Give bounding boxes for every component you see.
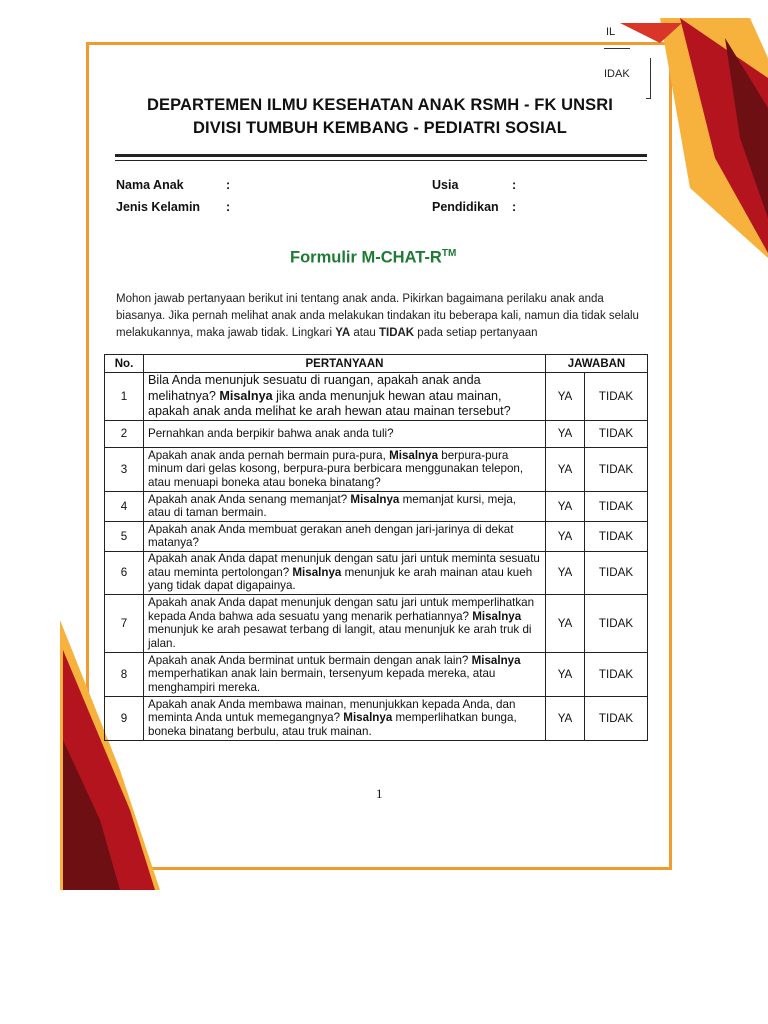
- table-row: [105, 373, 648, 421]
- trademark-mark: TM: [441, 248, 457, 259]
- jenis-kelamin-label: Jenis Kelamin: [116, 200, 201, 214]
- question-part: Apakah anak Anda dapat menunjuk dengan satu jari untuk memperlihatkan kepada Anda bahwa ada sesuatu yang menarik perhatiannya?: [148, 596, 535, 623]
- question-part: memanjat kursi, meja, atau di taman bermain.: [148, 492, 517, 519]
- table-row: [105, 420, 648, 447]
- answer-ya[interactable]: YA: [546, 551, 585, 594]
- row-number: 7: [105, 594, 144, 652]
- department-title: DEPARTEMEN ILMU KESEHATAN ANAK RSMH - FK UNSRI: [147, 96, 613, 114]
- instructions-atau: atau: [350, 327, 379, 339]
- row-number: 2: [105, 420, 144, 447]
- header-no: No.: [105, 355, 144, 373]
- table-row: [105, 447, 648, 491]
- question-part: menunjuk ke arah pesawat terbang di langit, atau menunjuk ke arah truk di jalan.: [148, 623, 532, 650]
- row-number: 5: [105, 521, 144, 551]
- answer-tidak[interactable]: TIDAK: [585, 373, 648, 421]
- example-keyword: Misalnya: [343, 711, 393, 725]
- question-text: [144, 491, 546, 521]
- question-part: Apakah anak anda pernah bermain pura-pura,: [148, 448, 390, 462]
- question-part: Apakah anak Anda membuat gerakan aneh dengan jari-jarinya di dekat matanya?: [148, 522, 514, 549]
- answer-tidak[interactable]: TIDAK: [585, 696, 648, 740]
- instructions-tidak: TIDAK: [378, 327, 415, 339]
- corner-text-tidak: IDAK: [604, 68, 630, 80]
- answer-ya[interactable]: YA: [546, 594, 585, 652]
- question-part: Apakah anak Anda dapat menunjuk dengan satu jari untuk meminta sesuatu atau meminta pertolongan?: [148, 552, 540, 579]
- answer-ya[interactable]: YA: [546, 420, 585, 447]
- table-row: [105, 696, 648, 740]
- table-row: [105, 491, 648, 521]
- row-number: 1: [105, 373, 144, 421]
- question-part: memperhatikan anak lain bermain, tersenyum kepada mereka, atau menghampiri mereka.: [148, 667, 496, 694]
- pendidikan-colon: :: [512, 200, 517, 214]
- answer-tidak[interactable]: TIDAK: [585, 521, 648, 551]
- example-keyword: Misalnya: [471, 653, 521, 667]
- answer-ya[interactable]: YA: [546, 491, 585, 521]
- question-part: Pernahkan anda berpikir bahwa anak anda tuli?: [148, 426, 394, 440]
- question-part: Apakah anak Anda membawa mainan, menunjukkan kepada Anda, dan meminta Anda untuk memegangnya?: [148, 697, 516, 725]
- question-part: Apakah anak Anda senang memanjat?: [148, 492, 351, 506]
- row-number: 6: [105, 551, 144, 594]
- form-title: [290, 248, 456, 268]
- division-title: DIVISI TUMBUH KEMBANG - PEDIATRI SOSIAL: [193, 119, 567, 137]
- header-jawaban: JAWABAN: [546, 355, 648, 373]
- row-number: 8: [105, 652, 144, 696]
- pendidikan-label: Pendidikan: [432, 200, 499, 214]
- answer-ya[interactable]: YA: [546, 652, 585, 696]
- corner-text-top: IL: [606, 26, 616, 38]
- table-row: [105, 521, 648, 551]
- question-part: Bila Anda menunjuk sesuatu di ruangan, apakah anak anda melihatnya?: [148, 373, 481, 403]
- answer-ya[interactable]: YA: [546, 521, 585, 551]
- header-rule-thick: [115, 154, 647, 157]
- questions-table: [104, 354, 648, 741]
- example-keyword: Misalnya: [292, 565, 342, 579]
- row-number: 9: [105, 696, 144, 740]
- corner-ornament-top-right: [620, 18, 768, 258]
- nama-anak-label: Nama Anak: [116, 178, 184, 192]
- nama-anak-colon: :: [226, 178, 231, 192]
- row-number: 3: [105, 447, 144, 491]
- corner-divider: [604, 48, 630, 49]
- answer-tidak[interactable]: TIDAK: [585, 652, 648, 696]
- table-row: [105, 652, 648, 696]
- instructions-ya: YA: [335, 327, 351, 339]
- answer-ya[interactable]: YA: [546, 696, 585, 740]
- answer-tidak[interactable]: TIDAK: [585, 551, 648, 594]
- form-title-text: Formulir M-CHAT-R: [290, 248, 442, 267]
- answer-tidak[interactable]: TIDAK: [585, 491, 648, 521]
- answer-tidak[interactable]: TIDAK: [585, 447, 648, 491]
- answer-tidak[interactable]: TIDAK: [585, 420, 648, 447]
- question-part: menunjuk ke arah mainan atau kueh yang tidak dapat digapainya.: [148, 565, 533, 593]
- answer-tidak[interactable]: TIDAK: [585, 594, 648, 652]
- row-number: 4: [105, 491, 144, 521]
- question-part: Apakah anak Anda berminat untuk bermain dengan anak lain?: [148, 653, 472, 667]
- answer-ya[interactable]: YA: [546, 373, 585, 421]
- instructions-paragraph: [116, 291, 648, 342]
- example-keyword: Misalnya: [219, 388, 273, 403]
- example-keyword: Misalnya: [350, 492, 400, 506]
- question-text: [144, 420, 546, 447]
- question-part: memperlihatkan bunga, boneka binatang berbulu, atau truk mainan.: [148, 711, 517, 738]
- corner-bracket: [646, 58, 651, 99]
- instructions-text: Mohon jawab pertanyaan berikut ini tentang anak anda. Pikirkan bagaimana perilaku anak anda biasanya. Jika pernah melihat anak anda melakukan tindakan itu beberapa kali, namun dia tidak selalu melakukannya, maka jawab tidak. Lingkari: [116, 293, 639, 339]
- question-text: [144, 373, 546, 421]
- usia-label: Usia: [432, 178, 459, 192]
- question-text: [144, 594, 546, 652]
- question-part: jika anda menunjuk hewan atau mainan, apakah anak anda melihat ke arah hewan atau mainan tersebut?: [148, 388, 511, 418]
- example-keyword: Misalnya: [389, 448, 439, 462]
- question-part: berpura-pura minum dari gelas kosong, berpura-pura berbicara menggunakan telepon, atau menuapi boneka atau boneka binatang?: [148, 448, 524, 489]
- jenis-kelamin-colon: :: [226, 200, 231, 214]
- table-row: [105, 551, 648, 594]
- table-header-row: [105, 355, 648, 373]
- header-rule-thin: [115, 160, 647, 161]
- question-text: [144, 551, 546, 594]
- question-text: [144, 652, 546, 696]
- instructions-tail: pada setiap pertanyaan: [414, 327, 538, 339]
- header-pertanyaan: PERTANYAAN: [144, 355, 546, 373]
- example-keyword: Misalnya: [472, 609, 522, 623]
- question-text: [144, 447, 546, 491]
- answer-ya[interactable]: YA: [546, 447, 585, 491]
- question-text: [144, 696, 546, 740]
- table-row: [105, 594, 648, 652]
- question-text: [144, 521, 546, 551]
- usia-colon: :: [512, 178, 517, 192]
- page-number: 1: [376, 786, 383, 801]
